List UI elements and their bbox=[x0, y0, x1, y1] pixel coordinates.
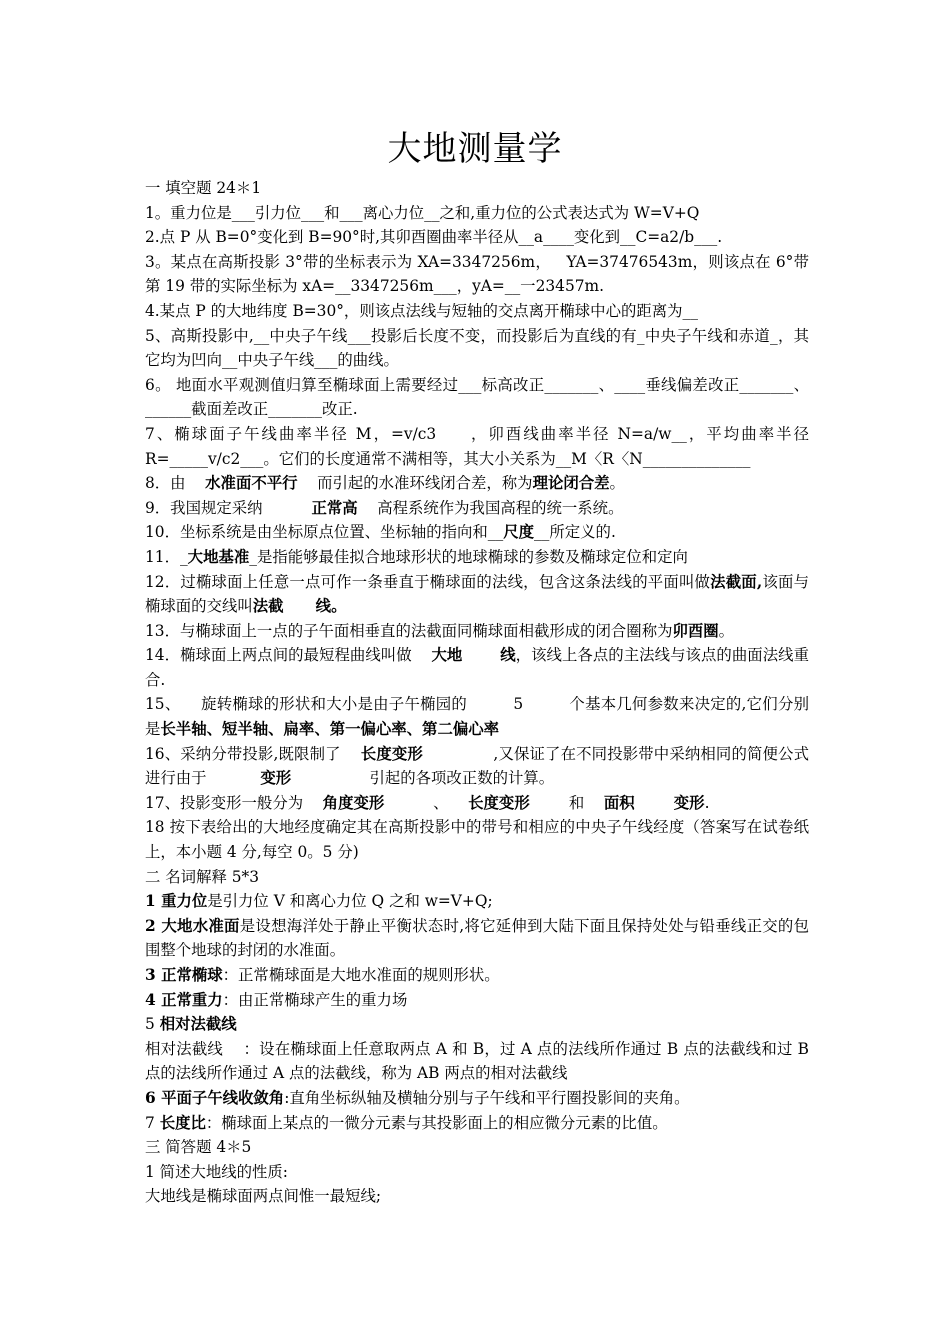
text: 13．与椭球面上一点的子午面相垂直的法截面同椭球面相截形成的闭合圈称为 bbox=[145, 621, 673, 640]
paragraph bbox=[145, 201, 809, 226]
bold-text: 2 大地水准面 bbox=[145, 916, 240, 935]
paragraph bbox=[145, 643, 809, 692]
paragraph bbox=[145, 520, 809, 545]
bold-text: 卯酉圈 bbox=[672, 621, 719, 640]
text: 二 名词解释 5*3 bbox=[145, 867, 260, 886]
paragraph bbox=[145, 225, 809, 250]
paragraph bbox=[145, 545, 809, 570]
text: 是设想海洋处于静止平衡状态时,将它延伸到大陆下面且保持处处与铅垂线正交的包围整个地球的封闭的水准面。 bbox=[145, 916, 809, 960]
text: 。 bbox=[609, 474, 625, 493]
text: 5、高斯投影中,__中央子午线___投影后长度不变，而投影后为直线的有_中央子午线和赤道_，其它均为凹向__中央子午线___的曲线。 bbox=[145, 326, 809, 370]
text: 三 简答题 4＊5 bbox=[145, 1138, 252, 1157]
text: 12．过椭球面上任意一点可作一条垂直于椭球面的法线，包含这条法线的平面叫做 bbox=[145, 572, 711, 591]
text: ：正常椭球面是大地水准面的规则形状。 bbox=[222, 966, 500, 984]
text: 、 bbox=[384, 793, 469, 812]
text: :直角坐标纵轴及横轴分别与子午线和平行圈投影间的夹角。 bbox=[284, 1088, 690, 1107]
text: 3。某点在高斯投影 3°带的坐标表示为 XA=3347256m， YA=37476543m，则该点在 6°带第 19 带的实际坐标为 xA=__3347256m___，yA=__一23457m. bbox=[145, 252, 809, 296]
paragraph bbox=[145, 1160, 809, 1185]
paragraph bbox=[145, 791, 809, 816]
paragraph bbox=[145, 1111, 809, 1136]
paragraph bbox=[145, 176, 809, 201]
bold-text: 大地基准 bbox=[187, 547, 250, 566]
bold-text: 3 正常椭球 bbox=[145, 966, 223, 984]
bold-text: 尺度 bbox=[503, 523, 534, 542]
paragraph bbox=[145, 1037, 814, 1086]
text: 相对法截线 ：设在椭球面上任意取两点 A 和 B，过 A 点的法线所作通过 B 点的法截线和过 B 点的法线所作通过 A 点的法截线，称为 AB 两点的相对法截线 bbox=[145, 1039, 814, 1083]
paragraph bbox=[145, 373, 809, 422]
bold-text: 长度变形 bbox=[360, 744, 423, 763]
paragraph bbox=[145, 619, 809, 644]
bold-text: 相对法截线 bbox=[159, 1015, 237, 1034]
text: __所定义的. bbox=[533, 523, 616, 542]
paragraph bbox=[145, 914, 809, 963]
text: 7、椭球面子午线曲率半径 M，=v/c3 ，卯酉线曲率半径 N=a/w__，平均曲率半径 R=_____v/c2___。它们的长度通常不满相等，其大小关系为__M〈R〈N______________ bbox=[145, 424, 814, 468]
paragraph bbox=[145, 250, 809, 299]
text: 1。重力位是___引力位___和___离心力位__之和,重力位的公式表达式为 W=V+Q bbox=[145, 203, 700, 222]
text: 是引力位 V 和离心力位 Q 之和 w=V+Q; bbox=[207, 892, 493, 911]
text: 7 bbox=[145, 1113, 160, 1132]
text: 1 简述大地线的性质: bbox=[145, 1162, 288, 1181]
text: 15、 旋转椭球的形状和大小是由子午椭园的 5 个基本几何参数来决定的,它们分别是 bbox=[145, 695, 809, 739]
bold-text: 长度变形 bbox=[468, 793, 530, 812]
bold-text: 大地 线 bbox=[431, 646, 516, 665]
bold-text: 1 重力位 bbox=[145, 892, 208, 911]
text: ：椭球面上某点的一微分元素与其投影面上的相应微分元素的比值。 bbox=[205, 1113, 668, 1132]
text: 16、采纳分带投影,既限制了 bbox=[145, 744, 361, 763]
text: 9．我国规定采纳 bbox=[145, 498, 312, 517]
text: 该面与椭球面的交线叫 bbox=[145, 572, 809, 616]
document-body bbox=[145, 176, 814, 1209]
text: . bbox=[704, 793, 710, 812]
paragraph bbox=[145, 963, 809, 988]
paragraph bbox=[145, 889, 809, 914]
page-title: 大地测量学 bbox=[387, 129, 563, 169]
paragraph bbox=[145, 865, 809, 890]
bold-text: 变形 bbox=[260, 769, 292, 788]
bold-text: 理论闭合差 bbox=[532, 474, 610, 493]
text: _是指能够最佳拟合地球形状的地球椭球的参数及椭球定位和定向 bbox=[249, 547, 688, 566]
text: 一 填空题 24＊1 bbox=[145, 179, 262, 197]
text bbox=[635, 794, 674, 812]
paragraph bbox=[145, 1012, 809, 1037]
bold-text: 长半轴、短半轴、扁率、第一偏心率、第二偏心率 bbox=[160, 720, 500, 739]
paragraph bbox=[145, 815, 809, 864]
bold-text: 法截 线。 bbox=[252, 597, 347, 616]
text: 大地线是椭球面两点间惟一最短线; bbox=[145, 1187, 382, 1206]
paragraph bbox=[145, 1135, 809, 1160]
text: ，该线上各点的主法线与该点的曲面法线重合. bbox=[145, 646, 809, 689]
text: 8．由 bbox=[145, 474, 206, 493]
paragraph bbox=[145, 299, 809, 324]
text: 11．_ bbox=[145, 547, 188, 566]
bold-text: 角度变形 bbox=[322, 793, 385, 812]
text: 高程系统作为我国高程的统一系统。 bbox=[357, 498, 624, 517]
bold-text: 长度比 bbox=[159, 1113, 206, 1132]
paragraph bbox=[145, 742, 809, 791]
bold-text: 6 平面子午线收敛角 bbox=[145, 1088, 285, 1107]
bold-text: 面积 bbox=[603, 793, 635, 812]
paragraph bbox=[145, 1184, 809, 1209]
text: 18 按下表给出的大地经度确定其在高斯投影中的带号和相应的中央子午线经度（答案写在试卷纸上，本小题 4 分,每空 0。5 分) bbox=[145, 818, 809, 862]
text: 而引起的水准环线闭合差，称为 bbox=[297, 474, 533, 493]
text: 2.点 P 从 B=0°变化到 B=90°时,其卯酉圈曲率半径从__a____变化到__C=a2/b___. bbox=[145, 228, 723, 247]
text: 6。 地面水平观测值归算至椭球面上需要经过___标高改正_______、____垂线偏差改正_______、______截面差改正_______改正. bbox=[145, 375, 809, 419]
text: 。 bbox=[718, 621, 735, 640]
paragraph bbox=[145, 496, 809, 521]
paragraph bbox=[145, 324, 809, 373]
paragraph bbox=[145, 570, 809, 619]
text: 5 bbox=[145, 1015, 160, 1034]
text: 4.某点 P 的大地纬度 B=30°，则该点法线与短轴的交点离开椭球中心的距离为__ bbox=[145, 301, 698, 320]
bold-text: 4 正常重力 bbox=[145, 990, 223, 1009]
bold-text: 变形 bbox=[673, 793, 705, 812]
text: 14．椭球面上两点间的最短程曲线叫做 bbox=[145, 646, 432, 665]
bold-text: 水准面不平行 bbox=[205, 474, 298, 493]
text: 10．坐标系统是由坐标原点位置、坐标轴的指向和__ bbox=[145, 523, 504, 542]
text: ：由正常椭球产生的重力场 bbox=[222, 990, 408, 1009]
text: 引起的各项改正数的计算。 bbox=[291, 769, 555, 788]
bold-text: 法截面, bbox=[710, 572, 763, 591]
text: 和 bbox=[529, 793, 604, 812]
paragraph bbox=[145, 422, 814, 471]
bold-text: 正常高 bbox=[311, 498, 358, 517]
paragraph bbox=[145, 1086, 809, 1111]
paragraph bbox=[145, 471, 809, 496]
paragraph bbox=[145, 988, 809, 1013]
paragraph bbox=[145, 692, 809, 741]
text: ,又保证了在不同投影带中采纳相同的简便公式进行由于 bbox=[145, 744, 809, 788]
text: 17、投影变形一般分为 bbox=[145, 793, 323, 812]
